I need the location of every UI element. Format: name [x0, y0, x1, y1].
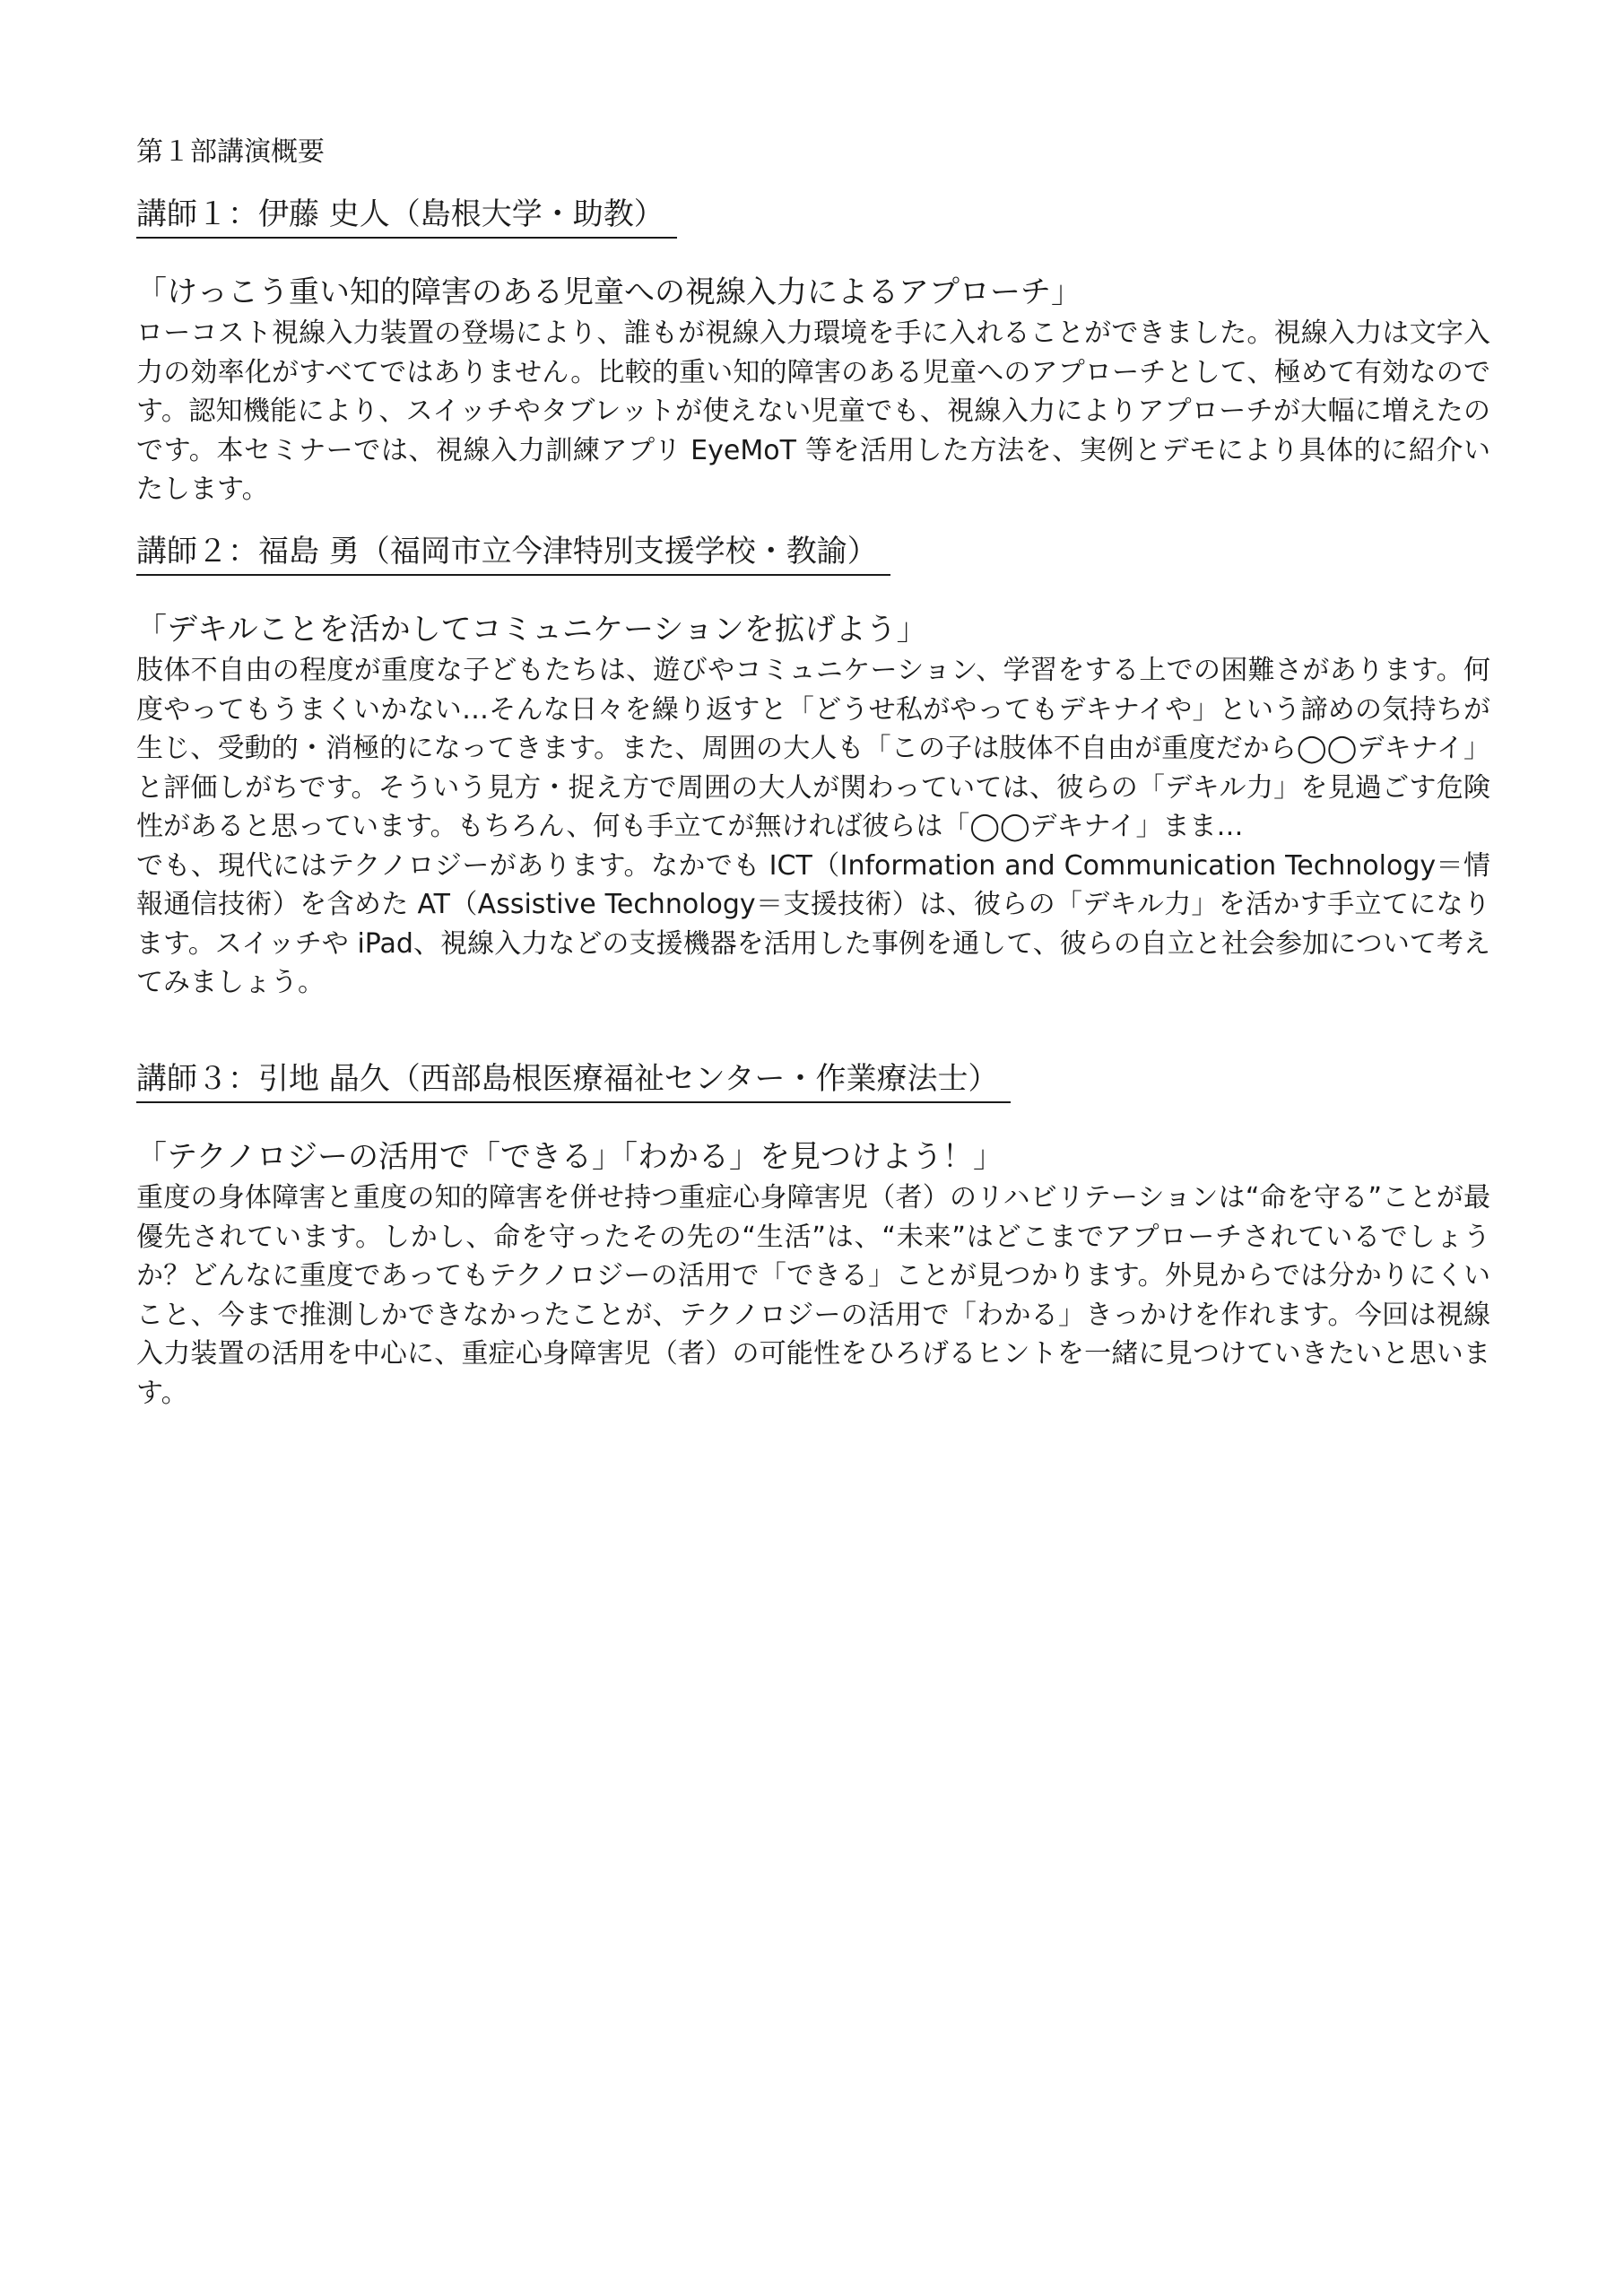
talk-body-3: 重度の身体障害と重度の知的障害を併せ持つ重症心身障害児（者）のリハビリテーションは“命を守る”ことが最優先されています。しかし、命を守ったその先の“生活”は、“未来”はどこまでアプローチされているでしょうか？どんなに重度であってもテクノロジーの活用で「できる」ことが見つかります。外見からでは分かりにくいこと、今まで推測しかできなかったことが、テクノロジーの活用で「わかる」きっかけを作れます。今回は視線入力装置の活用を中心に、重症心身障害児（者）の可能性をひろげるヒントを一緒に見つけていきたいと思います。 [136, 1182, 1490, 1409]
lecture-section-3 [136, 1057, 1490, 1413]
speaker-heading-2: 講師２：福島 勇（福岡市立今津特別支援学校・教諭） [136, 529, 890, 576]
speaker-heading-3: 講師３：引地 晶久（西部島根医療福祉センター・作業療法士） [136, 1057, 1011, 1103]
speaker-heading-1: 講師１：伊藤 史人（島根大学・助教） [136, 192, 677, 239]
talk-body-1: ローコスト視線入力装置の登場により、誰もが視線入力環境を手に入れることができました。視線入力は文字入力の効率化がすべてではありません。比較的重い知的障害のある児童へのアプローチとして、極めて有効なのです。認知機能により、スイッチやタブレットが使えない児童でも、視線入力によりアプローチが大幅に増えたのです。本セミナーでは、視線入力訓練アプリ EyeMoT 等を活用した方法を、実例とデモにより具体的に紹介いたします。 [136, 317, 1490, 505]
talk-body-2: 肢体不自由の程度が重度な子どもたちは、遊びやコミュニケーション、学習をする上での困難さがあります。何度やってもうまくいかない…そんな日々を繰り返すと「どうせ私がやってもデキナイや」という諦めの気持ちが生じ、受動的・消極的になってきます。また、周囲の大人も「この子は肢体不自由が重度だから◯◯デキナイ」と評価しがちです。そういう見方・捉え方で周囲の大人が関わっていては、彼らの「デキル力」を見過ごす危険性があると思っています。もちろん、何も手立てが無ければ彼らは「◯◯デキナイ」まま… でも、現代にはテクノロジーがあります。なかでも ICT（Information and Communication Technology＝情報通信技術）を含めた AT（Assistive Technology＝支援技術）は、彼らの「デキル力」を活かす手立てになります。スイッチや iPad、視線入力などの支援機器を活用した事例を通して、彼らの自立と社会参加について考えてみましょう。 [136, 655, 1490, 998]
talk-title-1: 「けっこう重い知的障害のある児童への視線入力によるアプローチ」 [136, 274, 1081, 310]
talk-title-2: 「デキルことを活かしてコミュニケーションを拡げよう」 [136, 612, 927, 648]
talk-title-3: 「テクノロジーの活用で「できる」「わかる」を見つけよう！」 [136, 1139, 1003, 1175]
lecture-section-1 [136, 192, 1490, 509]
document-title: 第１部講演概要 [136, 136, 325, 168]
lecture-section-2 [136, 529, 1490, 1003]
